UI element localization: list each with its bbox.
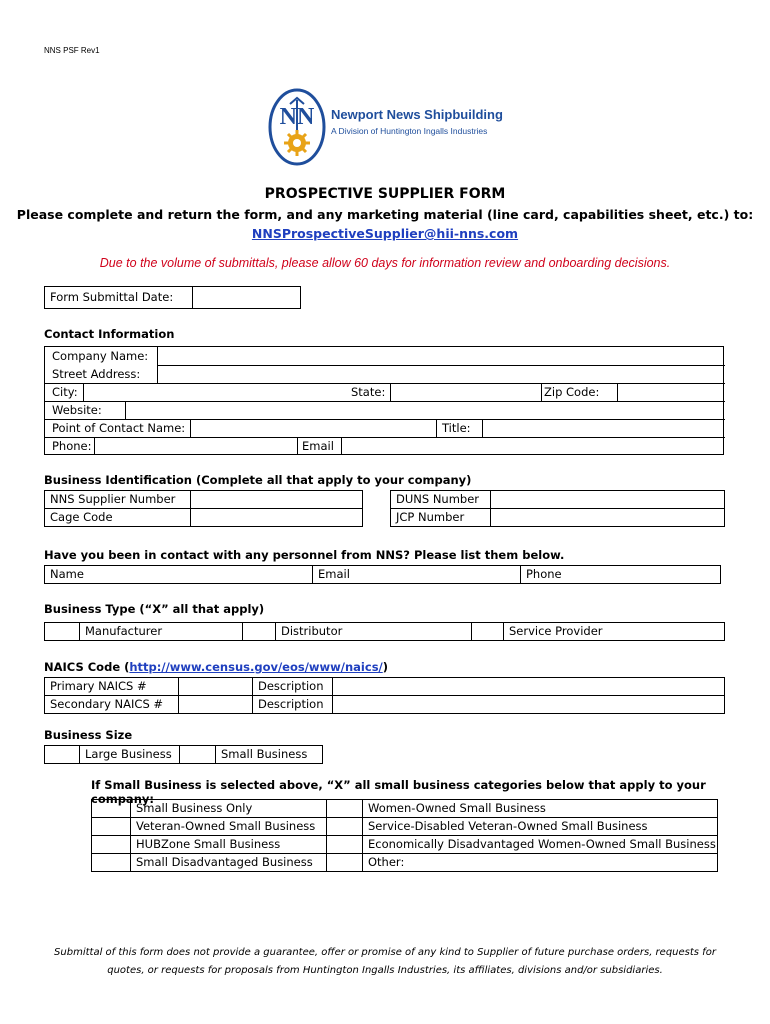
state-label: State: (351, 385, 386, 399)
small-business-table (91, 799, 718, 872)
primary-naics-field[interactable] (179, 678, 253, 696)
footer-line-1: Submittal of this form does not provide a guarantee, offer or promise of any kind to Supplier of future purchase orders, requests for (54, 947, 716, 958)
secondary-naics-field[interactable] (179, 696, 253, 714)
naics-heading-prefix: NAICS Code ( (44, 660, 130, 674)
brand-name: Newport News Shipbuilding (331, 107, 503, 122)
submittal-date-field[interactable] (193, 287, 301, 309)
naics-table (44, 677, 725, 714)
cage-code-label: Cage Code (45, 509, 191, 527)
secondary-naics-label: Secondary NAICS # (45, 696, 179, 714)
business-id-left-table (44, 490, 363, 527)
primary-naics-label: Primary NAICS # (45, 678, 179, 696)
brand-subtitle: A Division of Huntington Ingalls Industries (331, 126, 488, 136)
business-size-heading: Business Size (44, 728, 133, 742)
large-business-label: Large Business (80, 746, 180, 764)
business-id-right-table (390, 490, 725, 527)
service-provider-label: Service Provider (504, 623, 725, 641)
duns-number-field[interactable] (491, 491, 725, 509)
personnel-table (44, 565, 721, 584)
edwosb-checkbox[interactable] (327, 836, 363, 854)
email-field[interactable] (343, 438, 719, 455)
email-label: Email (302, 439, 334, 453)
sdvosb-label: Service-Disabled Veteran-Owned Small Business (363, 818, 718, 836)
nns-logo-icon (268, 88, 326, 166)
hubzone-checkbox[interactable] (92, 836, 131, 854)
other-label: Other: (363, 854, 718, 872)
distributor-label: Distributor (276, 623, 472, 641)
sb-only-checkbox[interactable] (92, 800, 131, 818)
personnel-name-header[interactable]: Name (45, 566, 313, 584)
submission-email-link[interactable]: NNSProspectiveSupplier@hii-nns.com (251, 226, 519, 241)
sdb-label: Small Disadvantaged Business (131, 854, 327, 872)
personnel-phone-header[interactable]: Phone (521, 566, 721, 584)
business-size-table (44, 745, 323, 764)
jcp-number-field[interactable] (491, 509, 725, 527)
nns-supplier-number-label: NNS Supplier Number (45, 491, 191, 509)
footer-disclaimer (40, 944, 730, 980)
business-id-heading: Business Identification (Complete all that apply to your company) (44, 473, 472, 487)
submittal-date-table (44, 286, 301, 309)
naics-heading-suffix: ) (382, 660, 389, 674)
sdvosb-checkbox[interactable] (327, 818, 363, 836)
sdb-checkbox[interactable] (92, 854, 131, 872)
review-notice: Due to the volume of submittals, please allow 60 days for information review and onboarding decisions. (99, 256, 671, 270)
nns-supplier-number-field[interactable] (191, 491, 363, 509)
website-field[interactable] (127, 402, 721, 419)
phone-field[interactable] (96, 438, 292, 455)
zip-label: Zip Code: (544, 385, 600, 399)
edwosb-label: Economically Disadvantaged Women-Owned Small Business (363, 836, 718, 854)
contact-heading: Contact Information (44, 327, 175, 341)
secondary-description-label: Description (253, 696, 333, 714)
primary-description-field[interactable] (333, 678, 725, 696)
manufacturer-checkbox[interactable] (45, 623, 80, 641)
other-checkbox[interactable] (327, 854, 363, 872)
street-address-label: Street Address: (52, 367, 141, 381)
naics-link[interactable]: http://www.census.gov/eos/www/naics/ (129, 660, 383, 674)
poc-name-label: Point of Contact Name: (52, 421, 186, 435)
manufacturer-label: Manufacturer (80, 623, 243, 641)
footer-line-2: quotes, or requests for proposals from Huntington Ingalls Industries, its affiliates, divisions and/or subsidiaries. (107, 965, 663, 976)
city-label: City: (52, 385, 78, 399)
company-name-label: Company Name: (52, 349, 149, 363)
phone-label: Phone: (52, 439, 92, 453)
business-type-table (44, 622, 725, 641)
personnel-heading: Have you been in contact with any personnel from NNS? Please list them below. (44, 548, 565, 562)
logo-letters: NN (279, 104, 315, 130)
small-business-heading: If Small Business is selected above, “X” all small business categories below that apply to your company: (91, 778, 706, 806)
revision-label: NNS PSF Rev1 (44, 46, 100, 55)
primary-description-label: Description (253, 678, 333, 696)
secondary-description-field[interactable] (333, 696, 725, 714)
submittal-date-label: Form Submittal Date: (45, 287, 193, 309)
large-business-checkbox[interactable] (45, 746, 80, 764)
website-label: Website: (52, 403, 102, 417)
veteran-owned-label: Veteran-Owned Small Business (131, 818, 327, 836)
contact-grid (44, 346, 724, 455)
street-address-field[interactable] (159, 366, 719, 383)
zip-field[interactable] (619, 384, 719, 401)
title-label: Title: (442, 421, 471, 435)
veteran-owned-checkbox[interactable] (92, 818, 131, 836)
women-owned-checkbox[interactable] (327, 800, 363, 818)
poc-name-field[interactable] (192, 420, 432, 437)
city-field[interactable] (85, 384, 385, 401)
naics-heading (44, 660, 388, 674)
hubzone-label: HUBZone Small Business (131, 836, 327, 854)
small-business-checkbox[interactable] (180, 746, 216, 764)
company-name-field[interactable] (159, 348, 719, 365)
women-owned-label: Women-Owned Small Business (363, 800, 718, 818)
distributor-checkbox[interactable] (243, 623, 276, 641)
form-instructions: Please complete and return the form, and any marketing material (line card, capabilities sheet, etc.) to: (16, 207, 754, 222)
form-title: PROSPECTIVE SUPPLIER FORM (264, 186, 506, 202)
duns-number-label: DUNS Number (391, 491, 491, 509)
cage-code-field[interactable] (191, 509, 363, 527)
jcp-number-label: JCP Number (391, 509, 491, 527)
personnel-email-header[interactable]: Email (313, 566, 521, 584)
small-business-label: Small Business (216, 746, 323, 764)
state-field[interactable] (392, 384, 537, 401)
business-type-heading: Business Type (“X” all that apply) (44, 602, 265, 616)
service-provider-checkbox[interactable] (472, 623, 504, 641)
sb-only-label: Small Business Only (131, 800, 327, 818)
title-field[interactable] (484, 420, 721, 437)
